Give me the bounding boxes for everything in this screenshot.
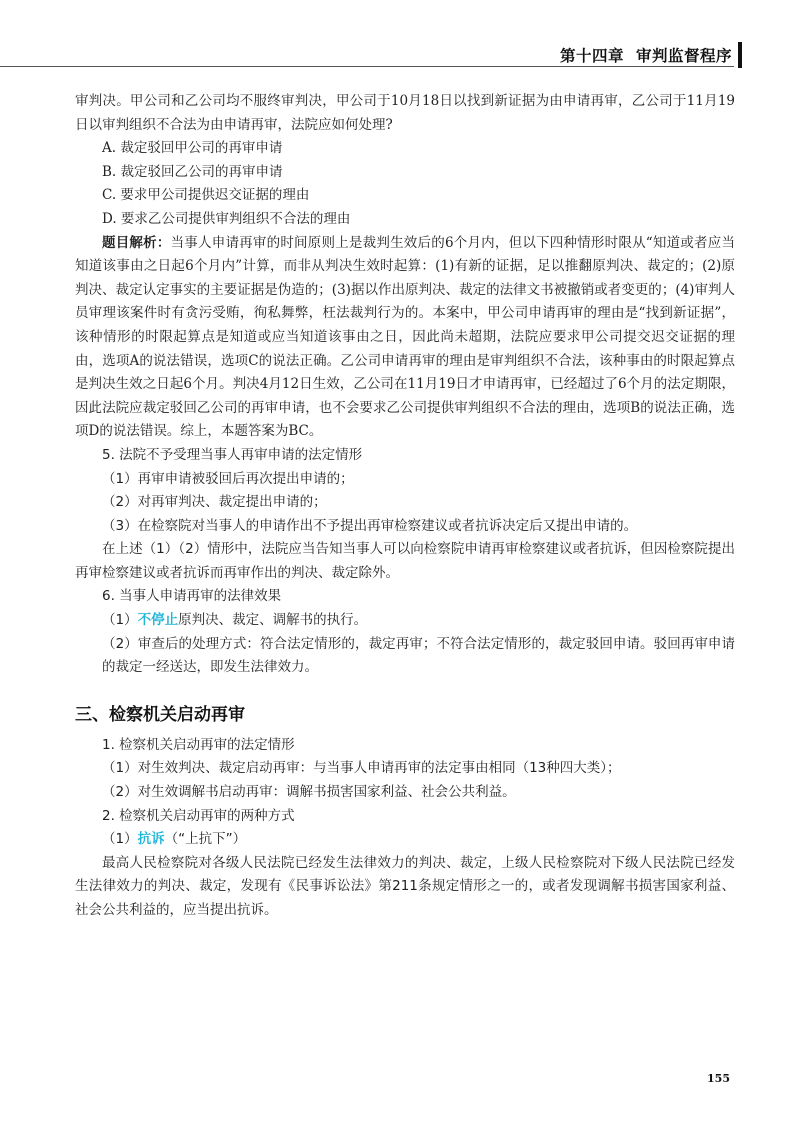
section-6-title: 6. 当事人申请再审的法律效果 (102, 588, 282, 605)
section-3-body (75, 734, 735, 923)
section-6 (75, 585, 735, 679)
section-6-item-1 (75, 609, 735, 633)
section-5-item-2: （2）对再审判决、裁定提出申请的； (102, 494, 327, 511)
running-header (0, 0, 800, 70)
subsection-1-item-1: （1）对生效判决、裁定启动再审：与当事人申请再审的法定事由相同（13种四大类）； (102, 760, 621, 777)
subsection-2-item-1-rest: （“上抗下”） (164, 831, 247, 848)
option-c: C. 要求甲公司提供迟交证据的理由 (102, 187, 310, 204)
analysis-text: 当事人申请再审的时间原则上是裁判生效后的6个月内，但以下四种情形时限从“知道或者应当知道该事由之日起6个月内”计算，而非从判决生效时起算：(1)有新的证据，足以推翻原判决、裁定的；(2)原判决、裁定认定事实的主要证据是伪造的；(3)据以作出原判决、裁定的法律文书被撤销或者变更的；(4)审判人员审理该案件时有贪污受贿，徇私舞弊，枉法裁判行为的。本案中，甲公司申请再审的理由是“找到新证据”，该种情形的时限起算点是知道或应当知道该事由之日，因此尚未超期，法院应要求甲公司提交迟交证据的理由，选项A的说法错误，选项C的说法正确。乙公司申请再审的理由是审判组织不合法，该种事由的时限起算点是判决生效之日起6个月。判决4月12日生效，乙公司在11月19日才申请再审，已经超过了6个月的法定期限，因此法院应裁定驳回乙公司的再审申请，也不会要求乙公司提供审判组织不合法的理由，选项B的说法正确，选项D的说法错误。综上，本题答案为BC。 (75, 234, 735, 440)
section-5-title: 5. 法院不予受理当事人再审申请的法定情形 (102, 446, 363, 463)
section-5-item-3: （3）在检察院对当事人的申请作出不予提出再审检察建议或者抗诉决定后又提出申请的。 (102, 517, 638, 534)
subsection-1-item-2: （2）对生效调解书启动再审：调解书损害国家利益、社会公共利益。 (102, 784, 516, 801)
highlight-keyword-protest: 抗诉 (137, 831, 165, 848)
analysis-label: 题目解析： (102, 234, 171, 251)
option-b: B. 裁定驳回乙公司的再审申请 (102, 163, 283, 180)
page-body (75, 90, 735, 923)
section-6-item-2: （2）审查后的处理方式：符合法定情形的，裁定再审；不符合法定情形的，裁定驳回申请。驳回再审申请的裁定一经送达，即发生法律效力。 (102, 635, 735, 676)
subsection-1-title: 1. 检察机关启动再审的法定情形 (102, 736, 295, 753)
question-analysis (75, 232, 735, 444)
subsection-2-paragraph: 最高人民检察院对各级人民法院已经发生法律效力的判决、裁定，上级人民检察院对下级人民法院已经发生法律效力的判决、裁定，发现有《民事诉讼法》第211条规定情形之一的，或者发现调解书损害国家利益、社会公共利益的，应当提出抗诉。 (75, 854, 735, 918)
section-5-item-1: （1）再审申请被驳回后再次提出申请的； (102, 470, 354, 487)
chapter-number: 第十四章 (559, 47, 624, 65)
highlight-keyword: 不停止 (137, 612, 179, 629)
subsection-2-title: 2. 检察机关启动再审的两种方式 (102, 807, 295, 824)
chapter-title (560, 44, 732, 66)
subsection-2-item-1-prefix: （1） (102, 831, 138, 848)
subsection-2-item-1 (75, 828, 735, 852)
section-5 (75, 444, 735, 586)
option-d: D. 要求乙公司提供审判组织不合法的理由 (102, 210, 351, 227)
question-stem: 审判决。甲公司和乙公司均不服终审判决，甲公司于10月18日以找到新证据为由申请再审，乙公司于11月19日以审判组织不合法为由申请再审，法院应如何处理? (75, 93, 735, 133)
header-bar-mark (738, 42, 742, 68)
header-rule (0, 66, 734, 67)
page-number: 155 (707, 1072, 730, 1085)
section-6-item-1-rest: 原判决、裁定、调解书的执行。 (178, 612, 368, 629)
chapter-name: 审判监督程序 (635, 47, 732, 65)
section-6-item-1-prefix: （1） (102, 612, 138, 629)
section-5-note: 在上述（1）（2）情形中，法院应当告知当事人可以向检察院申请再审检察建议或者抗诉，但因检察院提出再审检察建议或者抗诉而再审作出的判决、裁定除外。 (75, 541, 735, 581)
section-heading: 三、检察机关启动再审 (75, 704, 245, 725)
option-a: A. 裁定驳回甲公司的再审申请 (102, 140, 283, 157)
